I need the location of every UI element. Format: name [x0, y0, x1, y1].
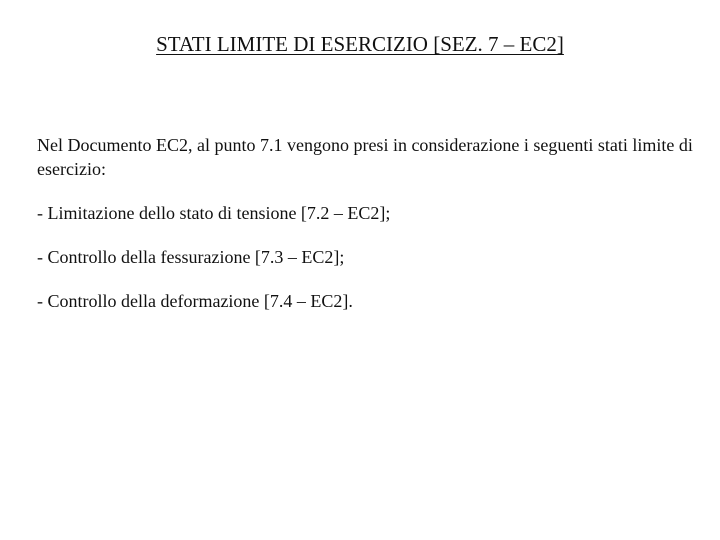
slide-body	[37, 133, 702, 333]
list-item-stress-limitation: - Limitazione dello stato di tensione [7.2 – EC2];	[37, 203, 391, 223]
intro-paragraph: Nel Documento EC2, al punto 7.1 vengono presi in considerazione i seguenti stati limite di esercizio:	[37, 135, 693, 179]
list-item-crack-control: - Controllo della fessurazione [7.3 – EC2];	[37, 247, 345, 267]
page-title: STATI LIMITE DI ESERCIZIO [SEZ. 7 – EC2]	[156, 32, 564, 56]
list-item-deflection-control: - Controllo della deformazione [7.4 – EC2].	[37, 291, 353, 311]
